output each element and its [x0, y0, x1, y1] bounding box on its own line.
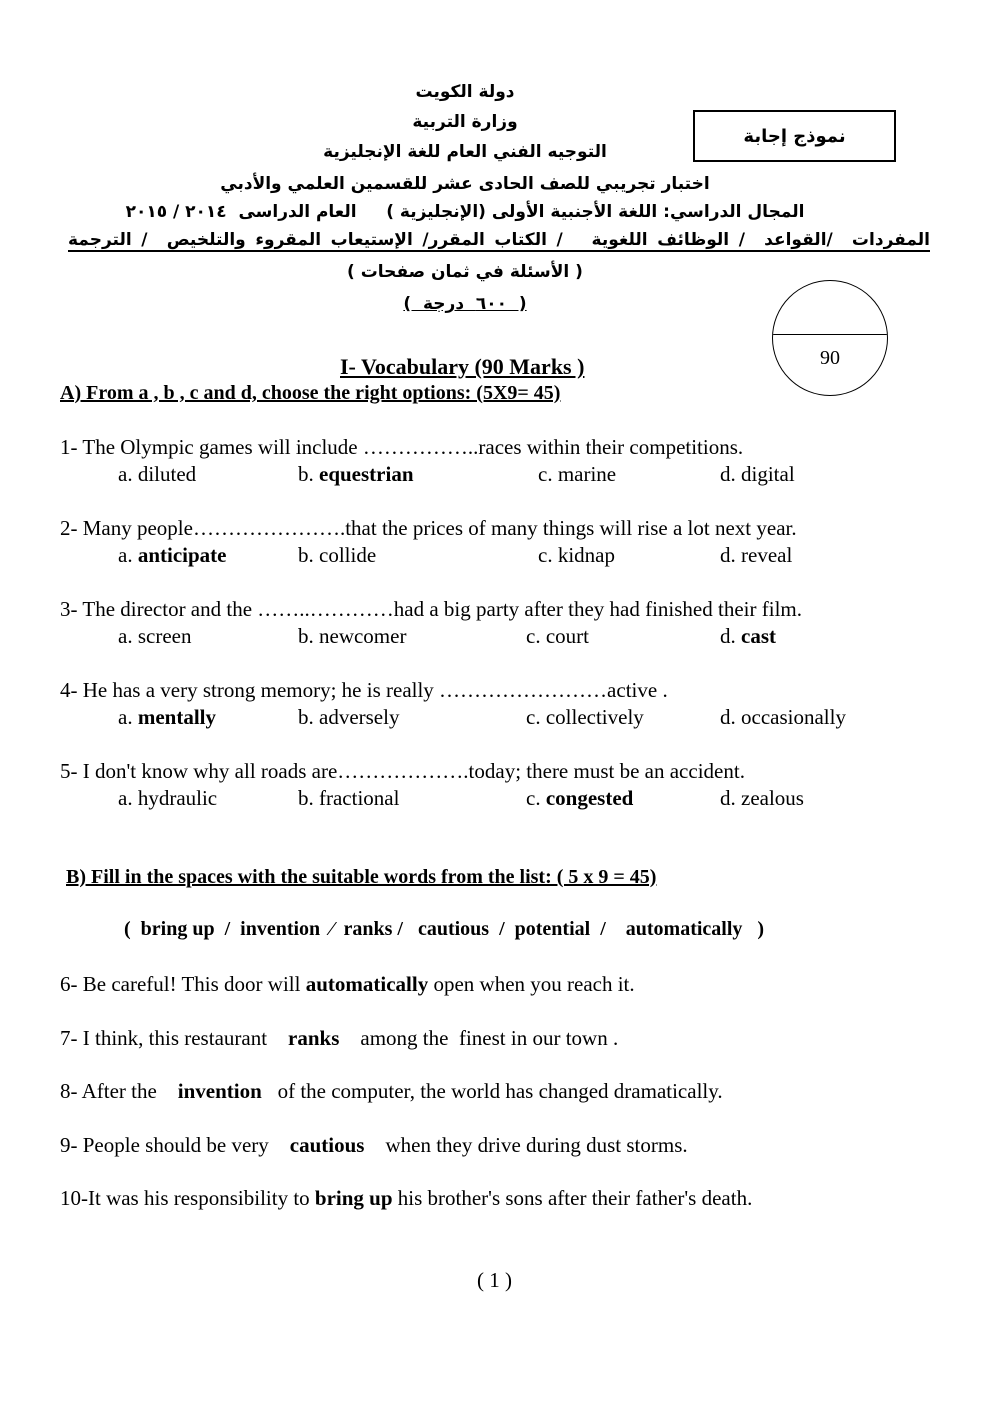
sentence-part: 7- I think, this restaurant: [60, 1025, 289, 1050]
option: [538, 462, 616, 487]
header-line: المجال الدراسي: اللغة الأجنبية الأولى (الإنجليزية ) العام الدراسى ٢٠١٤ / ٢٠١٥: [125, 202, 805, 222]
option-letter: c.: [526, 705, 546, 729]
option-letter: d.: [720, 624, 741, 648]
header-line: المفردات /القواعد / الوظائف اللغوية / الكتاب المقرر/ الإستيعاب المقروء والتلخيص / الترجمة: [68, 230, 930, 250]
fill-sentence: [60, 1133, 688, 1158]
header-line: التوجيه الفني العام للغة الإنجليزية: [323, 142, 607, 162]
question-text: 2- Many people………………….that the prices of many things will rise a lot next year.: [60, 516, 797, 540]
option: [298, 786, 399, 811]
option: [720, 462, 795, 487]
option-word: kidnap: [557, 543, 615, 567]
option: [118, 543, 226, 568]
option: [118, 786, 217, 811]
correct-answer: mentally: [137, 705, 216, 729]
correct-answer: equestrian: [319, 462, 414, 486]
part-a-title: A) From a , b , c and d, choose the right options: (5X9= 45): [60, 382, 561, 404]
answer-word: cautious: [289, 1132, 365, 1157]
option-word: fractional: [319, 786, 400, 810]
sentence-part: among the finest in our town .: [339, 1025, 619, 1050]
score-divider: [773, 334, 887, 335]
option-word: screen: [137, 624, 192, 648]
option-letter: c.: [538, 543, 558, 567]
header-line: ( ٦٠٠ درجة ): [403, 294, 527, 314]
option-letter: a.: [118, 705, 138, 729]
section-title: I- Vocabulary (90 Marks ): [340, 354, 585, 379]
sentence-part: when they drive during dust storms.: [364, 1132, 688, 1157]
option-word: collectively: [545, 705, 644, 729]
sentence-part: his brother's sons after their father's death.: [392, 1186, 753, 1210]
option-word: collide: [319, 543, 377, 567]
answer-word: invention: [177, 1079, 262, 1103]
option-word: adversely: [319, 705, 400, 729]
option: [526, 786, 633, 811]
sentence-part: 6- Be careful! This door will: [60, 972, 306, 996]
answer-key-label: نموذج إجابة: [743, 125, 846, 147]
option-letter: a.: [118, 543, 138, 567]
question-text: 5- I don't know why all roads are……………….today; there must be an accident.: [60, 759, 745, 783]
score-circle: [772, 280, 888, 396]
correct-answer: anticipate: [137, 543, 227, 567]
option-word: reveal: [741, 543, 793, 567]
sentence-part: open when you reach it.: [428, 972, 635, 996]
option: [118, 462, 196, 487]
option-letter: b.: [298, 624, 319, 648]
option: [118, 624, 191, 649]
option-letter: c.: [526, 624, 546, 648]
option-letter: b.: [298, 705, 319, 729]
header-line: ( الأسئلة في ثمان صفحات ): [347, 262, 583, 282]
question-text: 1- The Olympic games will include ……………..races within their competitions.: [60, 435, 744, 459]
option-word: hydraulic: [137, 786, 218, 810]
fill-sentence: [60, 972, 635, 997]
option-letter: a.: [118, 786, 138, 810]
part-b-title: B) Fill in the spaces with the suitable words from the list: ( 5 x 9 = 45): [66, 866, 657, 888]
sentence-part: of the computer, the world has changed dramatically.: [261, 1079, 723, 1103]
option: [538, 543, 615, 568]
option-letter: b.: [298, 462, 319, 486]
option: [720, 705, 846, 730]
option: [118, 705, 216, 730]
page-number: ( 1 ): [477, 1268, 512, 1292]
option: [526, 624, 589, 649]
score-value: 90: [820, 347, 840, 369]
question-text: 3- The director and the ……..…………had a big party after they had finished their film.: [60, 597, 802, 621]
option-letter: a.: [118, 462, 138, 486]
option-letter: d.: [720, 786, 741, 810]
option-word: marine: [557, 462, 617, 486]
header-line: وزارة التربية: [412, 112, 518, 132]
option-word: occasionally: [741, 705, 846, 729]
option-letter: d.: [720, 462, 741, 486]
option-word: diluted: [137, 462, 197, 486]
correct-answer: congested: [545, 786, 634, 810]
option-letter: c.: [538, 462, 558, 486]
sentence-part: 10-It was his responsibility to: [60, 1186, 315, 1210]
answer-word: ranks: [288, 1025, 340, 1050]
correct-answer: cast: [741, 624, 776, 648]
question-text: 4- He has a very strong memory; he is really ……………………active .: [60, 678, 668, 702]
fill-sentence: [60, 1026, 618, 1051]
answer-word: bring up: [314, 1186, 393, 1210]
option: [298, 705, 399, 730]
fill-sentence: [60, 1186, 752, 1211]
option: [720, 624, 776, 649]
option: [720, 543, 792, 568]
option-letter: b.: [298, 786, 319, 810]
word-list: ( bring up / invention ⁄ ranks / cautious / potential / automatically ): [124, 918, 765, 940]
option-word: newcomer: [319, 624, 407, 648]
header-line: دولة الكويت: [415, 82, 515, 102]
fill-sentence: [60, 1079, 723, 1104]
option-word: court: [545, 624, 589, 648]
answer-word: automatically: [305, 972, 429, 996]
option-word: zealous: [741, 786, 804, 810]
sentence-part: 9- People should be very: [60, 1132, 290, 1157]
option-letter: d.: [720, 705, 741, 729]
option-letter: d.: [720, 543, 741, 567]
option-letter: a.: [118, 624, 138, 648]
answer-key-box: [693, 110, 896, 162]
option: [298, 624, 406, 649]
header-line: اختبار تجريبي للصف الحادى عشر للقسمين العلمي والأدبي: [220, 174, 710, 194]
option-word: digital: [741, 462, 795, 486]
option: [720, 786, 804, 811]
option: [526, 705, 644, 730]
option-letter: c.: [526, 786, 546, 810]
option: [298, 462, 414, 487]
option: [298, 543, 376, 568]
sentence-part: 8- After the: [60, 1079, 178, 1103]
option-letter: b.: [298, 543, 319, 567]
